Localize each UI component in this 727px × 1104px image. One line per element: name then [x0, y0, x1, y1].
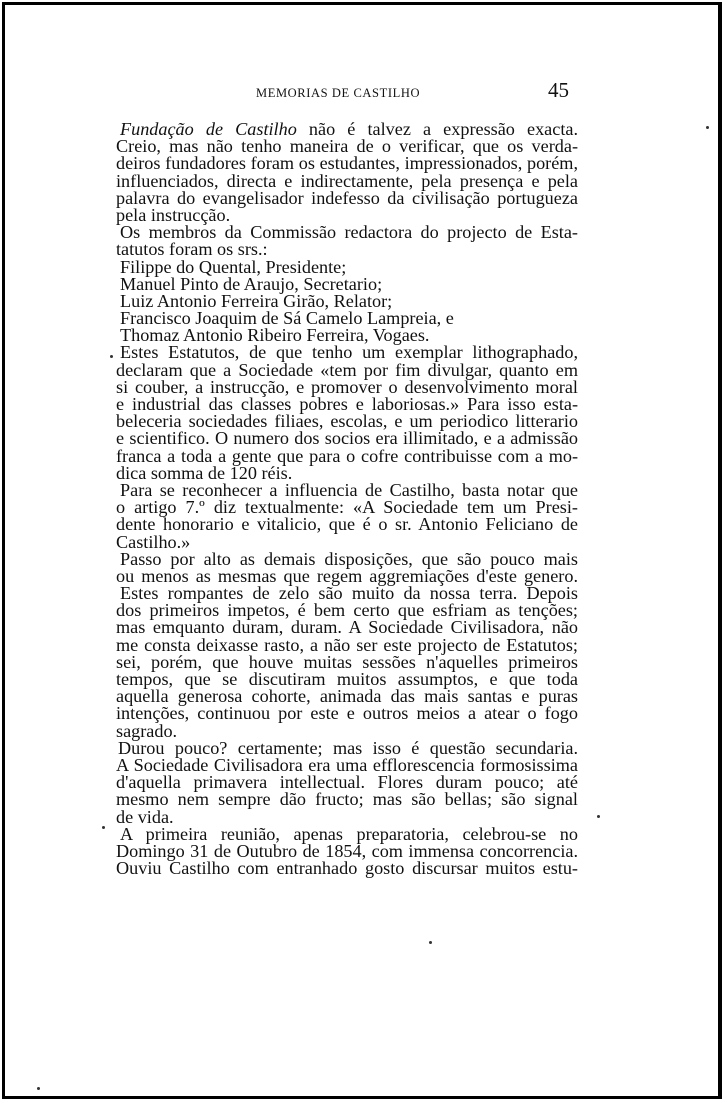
text-line: de vida.: [116, 806, 174, 827]
text-line: mas emquanto duram, duram. A Sociedade Civilisadora, não: [116, 617, 578, 638]
text-line: tatutos foram os srs.:: [116, 239, 268, 260]
text-line: Ouviu Castilho com entranhado gosto discursar muitos estu-: [116, 858, 578, 879]
scan-speck: [429, 941, 432, 944]
text-line: Domingo 31 de Outubro de 1854, com immensa concorrencia.: [116, 840, 578, 861]
text-line: A Sociedade Civilisadora era uma efflorescencia formosissima: [116, 754, 578, 775]
text-line: declaram que a Sociedade «tem por fim divulgar, quanto em: [116, 359, 578, 380]
text-line: Passo por alto as demais disposições, que são pouco mais: [120, 548, 578, 569]
text-line: deiros fundadores foram os estudantes, impressionados, porém,: [116, 153, 578, 174]
text-line: dente honorario e vitalicio, que é o sr. Antonio Feliciano de: [116, 514, 578, 535]
text-line: e industrial das classes pobres e laboriosas.» Para isso esta-: [116, 394, 578, 414]
text-line: Estes Estatutos, de que tenho um exemplar lithographado,: [120, 342, 578, 363]
text-line: Castilho.»: [116, 531, 191, 552]
text-line: e scientifico. O numero dos socios era illimitado, e a admissão: [116, 428, 578, 449]
text-line: franca a toda a gente que para o cofre contribuisse com a mo-: [116, 445, 578, 466]
body-text: [116, 121, 578, 877]
text-line: pela instrucção.: [116, 204, 231, 225]
text-line: Durou pouco? certamente; mas isso é questão secundaria.: [118, 737, 578, 758]
text-line: palavra do evangelisador indefesso da civilisação portugueza: [116, 187, 578, 208]
text-line: sei, porém, que houve muitas sessões n'aquelles primeiros: [116, 651, 578, 672]
running-title: MEMORIAS DE CASTILHO: [256, 86, 421, 100]
text-line: dos primeiros impetos, é bem certo que esfriam as tenções;: [116, 600, 578, 621]
text-line: Creio, mas não tenho maneira de o verificar, que os verda-: [116, 136, 578, 157]
scan-speck: [102, 826, 105, 829]
text-line: dica somma de 120 réis.: [116, 462, 293, 483]
scan-speck: [37, 1087, 40, 1090]
text-line: Francisco Joaquim de Sá Camelo Lampreia, e: [120, 308, 454, 329]
text-line: beleceria sociedades filiaes, escolas, e um periodico litterario: [116, 411, 578, 432]
page-number: 45: [548, 78, 569, 102]
text-line: Manuel Pinto de Araujo, Secretario;: [120, 273, 383, 294]
text-line: si couber, a instrucção, e promover o desenvolvimento moral: [116, 376, 578, 397]
text-line: intenções, continuou por este e outros meios a atear o fogo: [116, 703, 578, 724]
scan-speck: [706, 126, 709, 129]
text-line: Para se reconhecer a influencia de Castilho, basta notar que: [120, 479, 578, 500]
text-line: A primeira reunião, apenas preparatoria, celebrou-se no: [120, 823, 578, 844]
text-line: Thomaz Antonio Ribeiro Ferreira, Vogaes.: [120, 325, 430, 346]
text-line: Filippe do Quental, Presidente;: [120, 256, 347, 277]
text-line: Os membros da Commissão redactora do projecto de Esta-: [120, 222, 578, 243]
scan-speck: [597, 815, 600, 818]
text-line: Estes rompantes de zelo são muito da nossa terra. Depois: [120, 583, 578, 604]
text-line: Fundação de Castilho não é talvez a expressão exacta.: [120, 119, 578, 139]
text-line: Luiz Antonio Ferreira Girão, Relator;: [120, 290, 393, 311]
text-line: ou menos as mesmas que regem aggremiações d'este genero.: [116, 565, 578, 586]
text-line: d'aquella primavera intellectual. Flores duram pouco; até: [116, 772, 578, 793]
scan-speck: [110, 355, 113, 358]
text-line: sagrado.: [116, 720, 178, 741]
text-line: aquella generosa cohorte, animada das mais santas e puras: [116, 686, 578, 707]
text-line: influenciados, directa e indirectamente, pela presença e pela: [116, 170, 578, 191]
text-line: me consta deixasse rasto, a não ser este projecto de Estatutos;: [116, 634, 578, 655]
text-line: tempos, que se discutiram muitos assumptos, e que toda: [116, 669, 578, 689]
text-line: mesmo nem sempre dão fructo; mas são bellas; são signal: [116, 789, 578, 810]
text-line: o artigo 7.º diz textualmente: «A Sociedade tem um Presi-: [116, 497, 578, 518]
